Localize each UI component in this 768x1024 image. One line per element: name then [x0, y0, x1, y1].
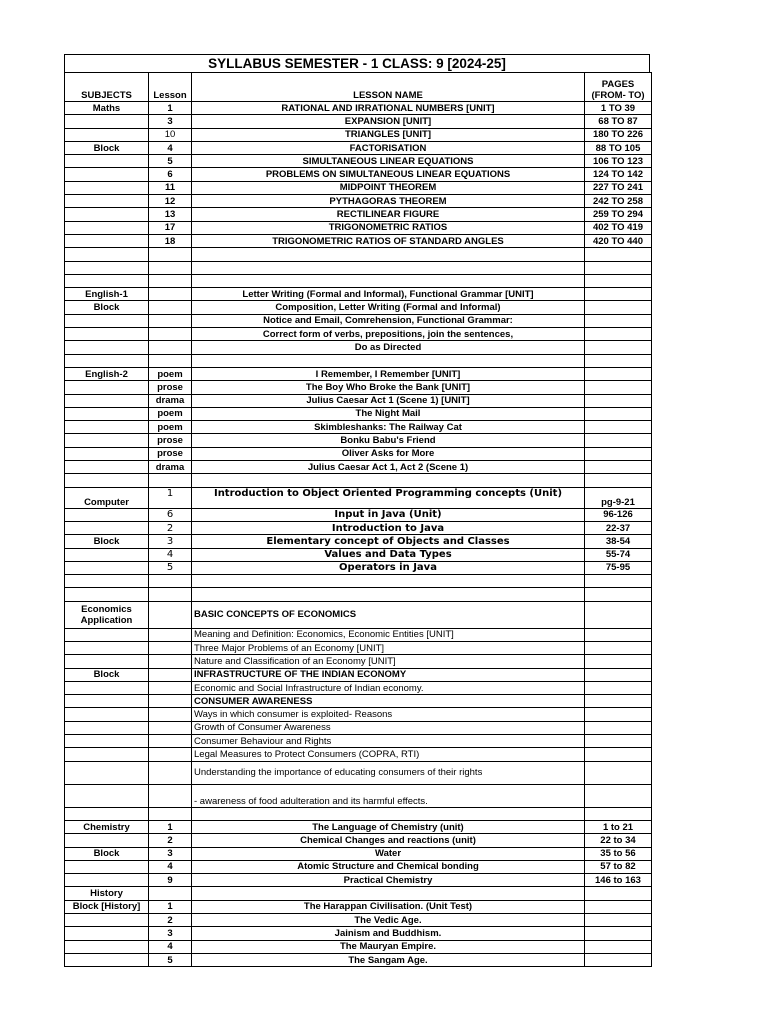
- table-row: [65, 301, 652, 314]
- table-row: [65, 681, 652, 694]
- table-row: [65, 434, 652, 447]
- table-row: [65, 927, 652, 940]
- lesson-cell: 3: [149, 927, 192, 940]
- subject-cell: English-1: [65, 288, 149, 301]
- lesson-name-cell: TRIGONOMETRIC RATIOS OF STANDARD ANGLES: [192, 234, 585, 247]
- table-row: [65, 695, 652, 708]
- table-row: [65, 128, 652, 141]
- lesson-name-cell: MIDPOINT THEOREM: [192, 181, 585, 194]
- lesson-name-cell: Consumer Behaviour and Rights: [192, 735, 585, 748]
- table-row: [65, 887, 652, 900]
- lesson-name-cell: Ways in which consumer is exploited- Reasons: [192, 708, 585, 721]
- lesson-name-cell: Oliver Asks for More: [192, 447, 585, 460]
- pages-cell: 146 to 163: [585, 874, 652, 887]
- pages-cell: 68 TO 87: [585, 115, 652, 128]
- pages-cell: 38-54: [585, 535, 652, 548]
- table-row: [65, 721, 652, 734]
- pages-cell: pg-9-21: [585, 487, 652, 508]
- lesson-cell: prose: [149, 447, 192, 460]
- subject-cell: Chemistry: [65, 820, 149, 833]
- lesson-name-cell: PYTHAGORAS THEOREM: [192, 195, 585, 208]
- lesson-name-cell: Practical Chemistry: [192, 874, 585, 887]
- pages-cell: 35 to 56: [585, 847, 652, 860]
- lesson-name-cell: Elementary concept of Objects and Classes: [192, 535, 585, 548]
- lesson-cell: 5: [149, 561, 192, 574]
- lesson-name-cell: - awareness of food adulteration and its harmful effects.: [192, 784, 585, 807]
- lesson-cell: 4: [149, 940, 192, 953]
- lesson-name-cell: Jainism and Buddhism.: [192, 927, 585, 940]
- lesson-name-cell: The Vedic Age.: [192, 914, 585, 927]
- lesson-name-cell: RECTILINEAR FIGURE: [192, 208, 585, 221]
- lesson-name-cell: The Mauryan Empire.: [192, 940, 585, 953]
- table-row: [65, 221, 652, 234]
- table-row: [65, 521, 652, 534]
- lesson-name-cell: PROBLEMS ON SIMULTANEOUS LINEAR EQUATIONS: [192, 168, 585, 181]
- lesson-name-cell: Letter Writing (Formal and Informal), Functional Grammar [UNIT]: [192, 288, 585, 301]
- table-row: [65, 535, 652, 548]
- lesson-cell: 4: [149, 141, 192, 154]
- table-row: [65, 367, 652, 380]
- pages-cell: 420 TO 440: [585, 234, 652, 247]
- header-subjects: SUBJECTS: [65, 73, 149, 102]
- table-row: [65, 735, 652, 748]
- table-row: [65, 748, 652, 761]
- lesson-cell: 3: [149, 847, 192, 860]
- table-row: [65, 761, 652, 784]
- header-pages-line1: PAGES: [601, 79, 635, 90]
- table-row: [65, 641, 652, 654]
- lesson-name-cell: Correct form of verbs, prepositions, join the sentences,: [192, 328, 585, 341]
- block-cell: Block [History]: [65, 900, 149, 913]
- lesson-name-cell: Meaning and Definition: Economics, Economic Entities [UNIT]: [192, 628, 585, 641]
- table-row: [65, 914, 652, 927]
- table-row: [65, 461, 652, 474]
- empty-row: [65, 588, 652, 601]
- lesson-name-cell: The Language of Chemistry (unit): [192, 820, 585, 833]
- pages-cell: 75-95: [585, 561, 652, 574]
- table-header-row: [65, 73, 652, 102]
- table-row: [65, 668, 652, 681]
- table-row: [65, 847, 652, 860]
- lesson-cell: 2: [149, 834, 192, 847]
- lesson-cell: 1: [149, 487, 192, 508]
- lesson-cell: poem: [149, 407, 192, 420]
- lesson-cell: 4: [149, 548, 192, 561]
- lesson-name-cell: FACTORISATION: [192, 141, 585, 154]
- table-row: [65, 141, 652, 154]
- lesson-name-cell: RATIONAL AND IRRATIONAL NUMBERS [UNIT]: [192, 102, 585, 115]
- empty-row: [65, 261, 652, 274]
- lesson-cell: 5: [149, 953, 192, 966]
- block-cell: Block: [65, 141, 149, 154]
- pages-cell: 180 TO 226: [585, 128, 652, 141]
- pages-cell: 124 TO 142: [585, 168, 652, 181]
- lesson-name-cell: Composition, Letter Writing (Formal and Informal): [192, 301, 585, 314]
- lesson-cell: 4: [149, 860, 192, 873]
- table-row: [65, 447, 652, 460]
- lesson-name-cell: TRIANGLES [UNIT]: [192, 128, 585, 141]
- table-row: [65, 314, 652, 327]
- lesson-name-cell: Introduction to Object Oriented Programming concepts (Unit): [192, 487, 585, 508]
- subject-cell: History: [65, 887, 149, 900]
- lesson-cell: 12: [149, 195, 192, 208]
- lesson-cell: poem: [149, 421, 192, 434]
- table-row: [65, 601, 652, 628]
- table-row: [65, 208, 652, 221]
- lesson-name-cell: INFRASTRUCTURE OF THE INDIAN ECONOMY: [192, 668, 585, 681]
- lesson-cell: prose: [149, 434, 192, 447]
- table-row: [65, 548, 652, 561]
- table-row: [65, 288, 652, 301]
- table-row: [65, 195, 652, 208]
- pages-cell: 1 TO 39: [585, 102, 652, 115]
- subject-cell: [65, 601, 149, 628]
- table-row: [65, 487, 652, 508]
- lesson-cell: 2: [149, 521, 192, 534]
- subject-line2: Application: [80, 614, 133, 626]
- pages-cell: 242 TO 258: [585, 195, 652, 208]
- table-row: [65, 628, 652, 641]
- table-row: [65, 708, 652, 721]
- pages-cell: 88 TO 105: [585, 141, 652, 154]
- table-row: [65, 328, 652, 341]
- syllabus-sheet: [64, 54, 650, 967]
- table-row: [65, 561, 652, 574]
- table-row: [65, 655, 652, 668]
- lesson-cell: 6: [149, 508, 192, 521]
- pages-cell: 22 to 34: [585, 834, 652, 847]
- lesson-name-cell: CONSUMER AWARENESS: [192, 695, 585, 708]
- table-row: [65, 953, 652, 966]
- table-row: [65, 784, 652, 807]
- lesson-cell: 17: [149, 221, 192, 234]
- lesson-name-cell: Atomic Structure and Chemical bonding: [192, 860, 585, 873]
- pages-cell: 106 TO 123: [585, 155, 652, 168]
- subject-cell: English-2: [65, 367, 149, 380]
- subject-cell: Computer: [65, 487, 149, 508]
- lesson-name-cell: Economic and Social Infrastructure of Indian economy.: [192, 681, 585, 694]
- header-lesson: Lesson: [149, 73, 192, 102]
- pages-cell: 55-74: [585, 548, 652, 561]
- lesson-name-cell: Nature and Classification of an Economy [UNIT]: [192, 655, 585, 668]
- table-row: [65, 341, 652, 354]
- syllabus-table: [64, 72, 652, 967]
- lesson-name-cell: Introduction to Java: [192, 521, 585, 534]
- table-row: [65, 155, 652, 168]
- block-cell: Block: [65, 301, 149, 314]
- header-pages-line2: (FROM- TO): [591, 90, 645, 101]
- lesson-name-cell: The Boy Who Broke the Bank [UNIT]: [192, 381, 585, 394]
- lesson-name-cell: Growth of Consumer Awareness: [192, 721, 585, 734]
- pages-cell: 57 to 82: [585, 860, 652, 873]
- lesson-cell: 1: [149, 102, 192, 115]
- table-row: [65, 874, 652, 887]
- lesson-cell: drama: [149, 461, 192, 474]
- table-row: [65, 508, 652, 521]
- header-lesson-name: LESSON NAME: [192, 73, 585, 102]
- lesson-name-cell: Julius Caesar Act 1 (Scene 1) [UNIT]: [192, 394, 585, 407]
- lesson-cell: 13: [149, 208, 192, 221]
- table-row: [65, 115, 652, 128]
- lesson-name-cell: Three Major Problems of an Economy [UNIT]: [192, 641, 585, 654]
- lesson-cell: 5: [149, 155, 192, 168]
- lesson-name-cell: The Night Mail: [192, 407, 585, 420]
- table-row: [65, 834, 652, 847]
- lesson-name-cell: Water: [192, 847, 585, 860]
- lesson-name-cell: Skimbleshanks: The Railway Cat: [192, 421, 585, 434]
- lesson-name-cell: The Harappan Civilisation. (Unit Test): [192, 900, 585, 913]
- pages-cell: 402 TO 419: [585, 221, 652, 234]
- empty-row: [65, 274, 652, 287]
- lesson-cell: 10: [149, 128, 192, 141]
- lesson-name-cell: Values and Data Types: [192, 548, 585, 561]
- lesson-name-cell: Notice and Email, Comrehension, Functional Grammar:: [192, 314, 585, 327]
- empty-row: [65, 807, 652, 820]
- block-cell: Block: [65, 668, 149, 681]
- lesson-name-cell: EXPANSION [UNIT]: [192, 115, 585, 128]
- lesson-cell: 9: [149, 874, 192, 887]
- table-row: [65, 407, 652, 420]
- sheet-title: SYLLABUS SEMESTER - 1 CLASS: 9 [2024-25]: [64, 54, 650, 72]
- table-row: [65, 940, 652, 953]
- pages-cell: 259 TO 294: [585, 208, 652, 221]
- lesson-cell: 18: [149, 234, 192, 247]
- table-row: [65, 102, 652, 115]
- lesson-cell: poem: [149, 367, 192, 380]
- lesson-name-cell: Operators in Java: [192, 561, 585, 574]
- pages-cell: 227 TO 241: [585, 181, 652, 194]
- pages-cell: 96-126: [585, 508, 652, 521]
- lesson-name-cell: TRIGONOMETRIC RATIOS: [192, 221, 585, 234]
- lesson-name-cell: Input in Java (Unit): [192, 508, 585, 521]
- lesson-name-cell: Do as Directed: [192, 341, 585, 354]
- table-row: [65, 381, 652, 394]
- table-row: [65, 820, 652, 833]
- lesson-cell: prose: [149, 381, 192, 394]
- lesson-cell: 3: [149, 535, 192, 548]
- empty-row: [65, 474, 652, 487]
- lesson-name-cell: The Sangam Age.: [192, 953, 585, 966]
- section-heading: BASIC CONCEPTS OF ECONOMICS: [192, 601, 585, 628]
- lesson-cell: 3: [149, 115, 192, 128]
- header-pages: [585, 73, 652, 102]
- table-row: [65, 394, 652, 407]
- lesson-cell: drama: [149, 394, 192, 407]
- lesson-name-cell: Bonku Babu's Friend: [192, 434, 585, 447]
- lesson-cell: 2: [149, 914, 192, 927]
- pages-cell: 22-37: [585, 521, 652, 534]
- lesson-name-cell: Julius Caesar Act 1, Act 2 (Scene 1): [192, 461, 585, 474]
- lesson-cell: 6: [149, 168, 192, 181]
- empty-row: [65, 575, 652, 588]
- subject-cell: Maths: [65, 102, 149, 115]
- pages-cell: 1 to 21: [585, 820, 652, 833]
- lesson-cell: 1: [149, 900, 192, 913]
- table-row: [65, 860, 652, 873]
- table-row: [65, 168, 652, 181]
- empty-row: [65, 248, 652, 261]
- lesson-cell: 1: [149, 820, 192, 833]
- lesson-name-cell: I Remember, I Remember [UNIT]: [192, 367, 585, 380]
- subject-line1: Economics: [81, 603, 132, 615]
- lesson-name-cell: Understanding the importance of educating consumers of their rights: [192, 761, 585, 784]
- table-row: [65, 181, 652, 194]
- lesson-name-cell: Chemical Changes and reactions (unit): [192, 834, 585, 847]
- table-row: [65, 234, 652, 247]
- lesson-name-cell: SIMULTANEOUS LINEAR EQUATIONS: [192, 155, 585, 168]
- block-cell: Block: [65, 535, 149, 548]
- lesson-name-cell: Legal Measures to Protect Consumers (COPRA, RTI): [192, 748, 585, 761]
- table-row: [65, 900, 652, 913]
- block-cell: Block: [65, 847, 149, 860]
- table-row: [65, 421, 652, 434]
- empty-row: [65, 354, 652, 367]
- lesson-cell: 11: [149, 181, 192, 194]
